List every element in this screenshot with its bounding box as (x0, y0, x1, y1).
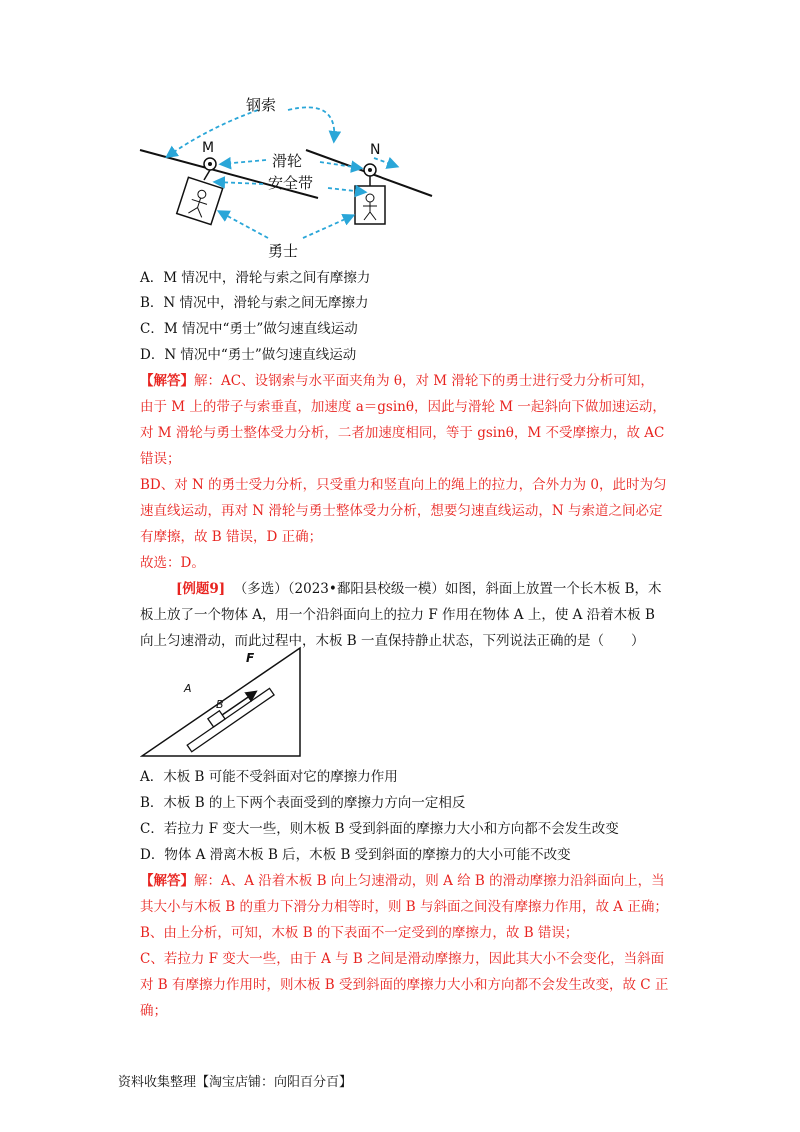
label-a: A (184, 682, 192, 695)
label-b: B (216, 698, 224, 711)
q9-option-d: D．物体 A 滑离木板 B 后，木板 B 受到斜面的摩擦力的大小可能不改变 (140, 847, 571, 863)
label-cable: 钢索 (246, 96, 277, 114)
q8-answer-line-1 (140, 372, 654, 390)
label-warrior: 勇士 (268, 242, 299, 260)
q8-answer-line-8: 故选：D。 (140, 555, 205, 571)
cable-pulley-figure (138, 88, 438, 268)
q9-option-c: C．若拉力 F 变大一些，则木板 B 受到斜面的摩擦力大小和方向都不会发生改变 (140, 821, 619, 837)
q9-option-a: A．木板 B 可能不受斜面对它的摩擦力作用 (140, 769, 398, 785)
q9-stem-line-1 (176, 580, 662, 598)
q9-label: [例题9] (176, 581, 226, 597)
q8-answer-line-6: 速直线运动，再对 N 滑轮与勇士整体受力分析，想要匀速直线运动，N 与索道之间必定 (140, 503, 663, 519)
q8-answer-line-4: 错误； (140, 451, 181, 467)
q9-answer-line-1 (140, 872, 665, 890)
q9-stem-text-1: （多选）（2023•鄱阳县校级一模）如图，斜面上放置一个长木板 B，木 (233, 581, 662, 597)
q9-answer-line-5: 对 B 有摩擦力作用时，则木板 B 受到斜面的摩擦力大小和方向都不会发生改变，故 C 正 (140, 977, 669, 993)
q9-answer-line-6: 确； (140, 1003, 167, 1019)
q9-option-b: B．木板 B 的上下两个表面受到的摩擦力方向一定相反 (140, 795, 466, 811)
label-belt: 安全带 (268, 174, 314, 192)
q8-answer-line-3: 对 M 滑轮与勇士整体受力分析，二者加速度相同，等于 gsinθ，M 不受摩擦力，故 AC (140, 425, 665, 441)
q9-stem-line-2: 板上放了一个物体 A，用一个沿斜面向上的拉力 F 作用在物体 A 上，使 A 沿着木板 B (140, 607, 655, 623)
label-m: M (202, 140, 215, 156)
q9-answer-line-3: B、由上分析，可知，木板 B 的下表面不一定受到的摩擦力，故 B 错误； (140, 925, 579, 941)
q9-stem-line-3: 向上匀速滑动，而此过程中，木板 B 一直保持静止状态，下列说法正确的是（ ） (140, 633, 645, 649)
q9-answer-line-2: 其大小与木板 B 的重力下滑分力相等时，则 B 与斜面之间没有摩擦力作用，故 A 正确； (140, 899, 668, 915)
q9-answer-label: 【解答】 (140, 873, 194, 889)
q8-answer-line-5: BD、对 N 的勇士受力分析，只受重力和竖直向上的绳上的拉力，合外力为 0，此时为匀 (140, 477, 667, 493)
q8-answer-text-1: 解：AC、设钢索与水平面夹角为 θ，对 M 滑轮下的勇士进行受力分析可知， (194, 373, 654, 389)
q9-answer-line-4: C、若拉力 F 变大一些，由于 A 与 B 之间是滑动摩擦力，因此其大小不会变化，当斜面 (140, 951, 665, 967)
label-n: N (370, 142, 381, 158)
q8-answer-line-7: 有摩擦，故 B 错误，D 正确； (140, 529, 323, 545)
q8-option-d: D．N 情况中“勇士”做匀速直线运动 (140, 347, 357, 363)
footer-note: 资料收集整理【淘宝店铺：向阳百分百】 (118, 1075, 353, 1090)
q8-answer-line-2: 由于 M 上的带子与索垂直，加速度 a＝gsinθ，因此与滑轮 M 一起斜向下做加速运动， (140, 399, 666, 415)
warrior-box-m (177, 177, 223, 224)
q8-option-b: B．N 情况中，滑轮与索之间无摩擦力 (140, 295, 369, 311)
q8-answer-label: 【解答】 (140, 373, 194, 389)
q8-option-c: C．M 情况中“勇士”做匀速直线运动 (140, 321, 358, 337)
q8-option-a: A．M 情况中，滑轮与索之间有摩擦力 (140, 270, 371, 286)
label-pulley: 滑轮 (272, 152, 303, 170)
label-f: F (246, 651, 255, 665)
incline-figure (140, 646, 305, 761)
q9-answer-text-1: 解：A、A 沿着木板 B 向上匀速滑动，则 A 给 B 的滑动摩擦力沿斜面向上，当 (194, 873, 665, 889)
